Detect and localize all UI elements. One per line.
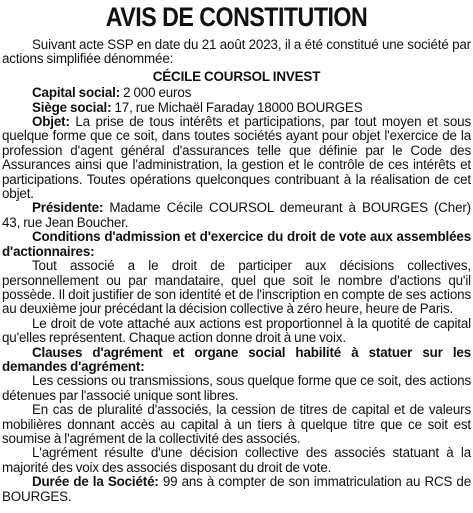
clauses-paragraph-3: L'agrément résulte d'une décision collective des associés statuant à la majorité des voix des associés disposant du droit de vote. bbox=[2, 445, 471, 475]
company-name: CÉCILE COURSOL INVEST bbox=[152, 68, 321, 84]
duree-label: Durée de la Société: bbox=[32, 474, 159, 490]
legal-notice bbox=[2, 0, 471, 504]
siege-paragraph bbox=[2, 101, 471, 115]
duree-value: 99 ans à compter de son immatriculation au RCS de BOURGES. bbox=[2, 474, 471, 504]
capital-label: Capital social: bbox=[32, 85, 121, 101]
duree-paragraph bbox=[2, 475, 471, 504]
objet-value: La prise de tous intérêts et participations, par tout moyen et sous quelque forme que ce soit, dans toutes sociétés ayant pour objet l'exercice de la profession d'agent général d'assurances telle que définie par le Code des Assurances ainsi que l'administration, la gestion et le contrôle de ces intérêts et participations. Toutes opérations quelconques contribuant à la réalisation de cet objet. bbox=[2, 114, 471, 202]
presidente-value: Madame Cécile COURSOL demeurant à BOURGES (Cher) 43, rue Jean Boucher. bbox=[2, 200, 471, 230]
siege-value: 17, rue Michaël Faraday 18000 BOURGES bbox=[111, 99, 363, 115]
intro-paragraph: Suivant acte SSP en date du 21 août 2023, il a été constitué une société par actions simplifiée dénommée: bbox=[2, 37, 471, 67]
conditions-heading: Conditions d'admission et d'exercice du droit de vote aux assemblées d'actionnaires: bbox=[2, 229, 471, 259]
notice-body bbox=[2, 38, 471, 504]
capital-paragraph bbox=[2, 86, 471, 100]
siege-label: Siège social: bbox=[32, 99, 112, 115]
conditions-paragraph-2: Le droit de vote attaché aux actions est proportionnel à la quotité de capital qu'elles représentent. Chaque action donne droit à une voix. bbox=[2, 315, 471, 346]
objet-label: Objet: bbox=[32, 114, 70, 130]
conditions-paragraph-1: Tout associé a le droit de participer aux décisions collectives, personnellement ou par mandataire, quel que soit le nombre d'actions qu'il possède. Il doit justifier de son identité et de l'inscription en compte de ses actions au deuxième jour précédant la décision collective à zéro heure, heure de Paris. bbox=[2, 258, 471, 317]
clauses-heading: Clauses d'agrément et organe social habilité à statuer sur les demandes d'agrément: bbox=[2, 344, 471, 374]
presidente-label: Présidente: bbox=[32, 200, 104, 216]
clauses-paragraph-2: En cas de pluralité d'associés, la cession de titres de capital et de valeurs mobilières donnant accès au capital à un tiers à quelque titre que ce soit est soumise à l'agrément de la collectivité des associés. bbox=[2, 402, 471, 446]
clauses-paragraph-1: Les cessions ou transmissions, sous quelque forme que ce soit, des actions détenues par l'associé unique sont libres. bbox=[2, 373, 471, 403]
presidente-paragraph bbox=[2, 201, 471, 230]
objet-paragraph bbox=[2, 115, 471, 201]
capital-value: 2 000 euros bbox=[120, 85, 192, 101]
notice-title: AVIS DE CONSTITUTION bbox=[105, 2, 368, 32]
